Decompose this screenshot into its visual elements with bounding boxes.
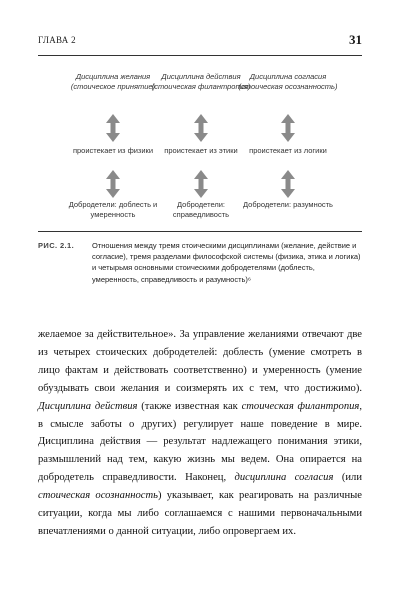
double-arrow-icon <box>105 114 121 142</box>
body-text-run: (также известная как <box>137 400 242 412</box>
body-term-italic: стоическая осознанность <box>38 490 158 502</box>
diagram-column-desire <box>63 72 163 219</box>
page-number: 31 <box>349 32 362 47</box>
double-arrow-icon <box>193 170 209 198</box>
top-divider <box>38 55 362 56</box>
figure-divider <box>38 231 362 232</box>
virtues-label: Добродетели: справедливость <box>172 200 230 219</box>
body-text-run: ) указывает, как реагировать на различные ситуации, когда мы либо соглашаемся с нашими первоначальными впечатлениями о данной ситуации, либо опровергаем их. <box>38 490 362 537</box>
diagram-column-assent <box>238 72 338 210</box>
caption-text: Отношения между тремя стоическими дисциплинами (желание, действие и согласие), тремя разделами философской системы (физика, этика и логика) и четырьмя основными стоическими добродетелями (доблесть, умеренность, справедливость и разумность)⁶ <box>92 241 361 284</box>
double-arrow-icon <box>105 170 121 198</box>
caption-label: РИС. 2.1. <box>38 241 75 250</box>
discipline-label: Дисциплина согласия (стоическая осознанность) <box>238 72 338 91</box>
discipline-label: Дисциплина действия (стоическая филантропия) <box>151 72 251 91</box>
double-arrow-icon <box>280 170 296 198</box>
double-arrow-icon <box>280 114 296 142</box>
diagram-column-action <box>151 72 251 219</box>
virtues-label: Добродетели: доблесть и умеренность <box>68 200 158 219</box>
double-arrow-icon <box>193 114 209 142</box>
body-paragraph <box>38 326 362 541</box>
body-term-italic: Дисциплина действия <box>38 400 138 412</box>
body-text-run: , в смысле заботы о других) регулирует наше поведение в мире. Дисциплина действия — результат надлежащего понимания этики, размышлений над тем, какую жизнь мы ведем. Она опирается на добродетель справедливости. Наконец, <box>38 400 362 484</box>
body-text-run: (или <box>333 472 362 484</box>
chapter-label: ГЛАВА 2 <box>38 35 76 45</box>
body-term-italic: стоическая филантропия <box>241 400 360 412</box>
arises-from-label: проистекает из физики <box>72 146 154 155</box>
arises-from-label: проистекает из логики <box>249 146 327 155</box>
arises-from-label: проистекает из этики <box>164 146 238 155</box>
virtues-label: Добродетели: разумность <box>243 200 333 209</box>
body-term-italic: дисциплина согласия <box>234 472 334 484</box>
discipline-label: Дисциплина желания (стоическое принятие) <box>70 72 156 91</box>
body-text-run: желаемое за действительное». За управление желаниями отвечают две из четырех стоических добродетелей: доблесть (умение смотреть в лицо фактам и действовать соответственно) и умеренность (умение обуздывать свои желания и соизмерять их с тем, что достижимо). <box>38 329 362 394</box>
figure-caption <box>38 240 362 285</box>
